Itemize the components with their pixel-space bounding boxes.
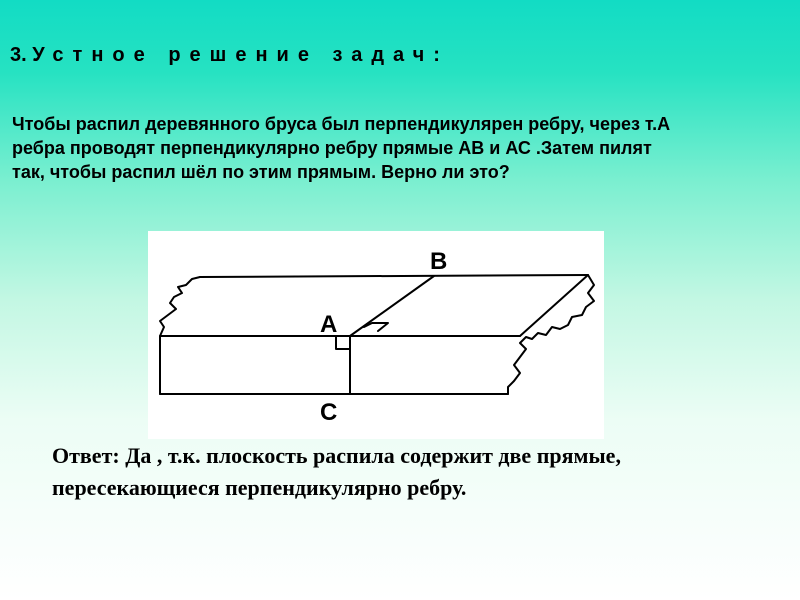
label-c: C (320, 399, 338, 426)
problem-line-1: Чтобы распил деревянного бруса был перпендикулярен ребру, через т.А (12, 114, 671, 134)
title-colon: : (433, 44, 440, 66)
problem-line-2: ребра проводят перпендикулярно ребру прямые АВ и АС .Затем пилят (12, 138, 652, 158)
problem-line-3: так, чтобы распил шёл по этим прямым. Верно ли это? (12, 162, 510, 182)
answer-line-1: Ответ: Да , т.к. плоскость распила содержит две прямые, (52, 443, 621, 468)
line-ab (350, 276, 434, 336)
answer-text (52, 440, 792, 504)
beam-diagram (148, 231, 604, 439)
label-a: A (320, 311, 338, 338)
title-text: Устное решение задач (32, 44, 434, 66)
label-b: B (430, 248, 448, 275)
right-angle-marker-ac (336, 336, 350, 349)
right-angle-marker-ab (364, 323, 388, 331)
beam-figure (148, 231, 604, 439)
slide-title (10, 44, 440, 67)
top-back-edge (200, 275, 588, 277)
problem-text (12, 112, 792, 184)
answer-line-2: пересекающиеся перпендикулярно ребру. (52, 475, 467, 500)
title-number: 3. (10, 44, 27, 66)
